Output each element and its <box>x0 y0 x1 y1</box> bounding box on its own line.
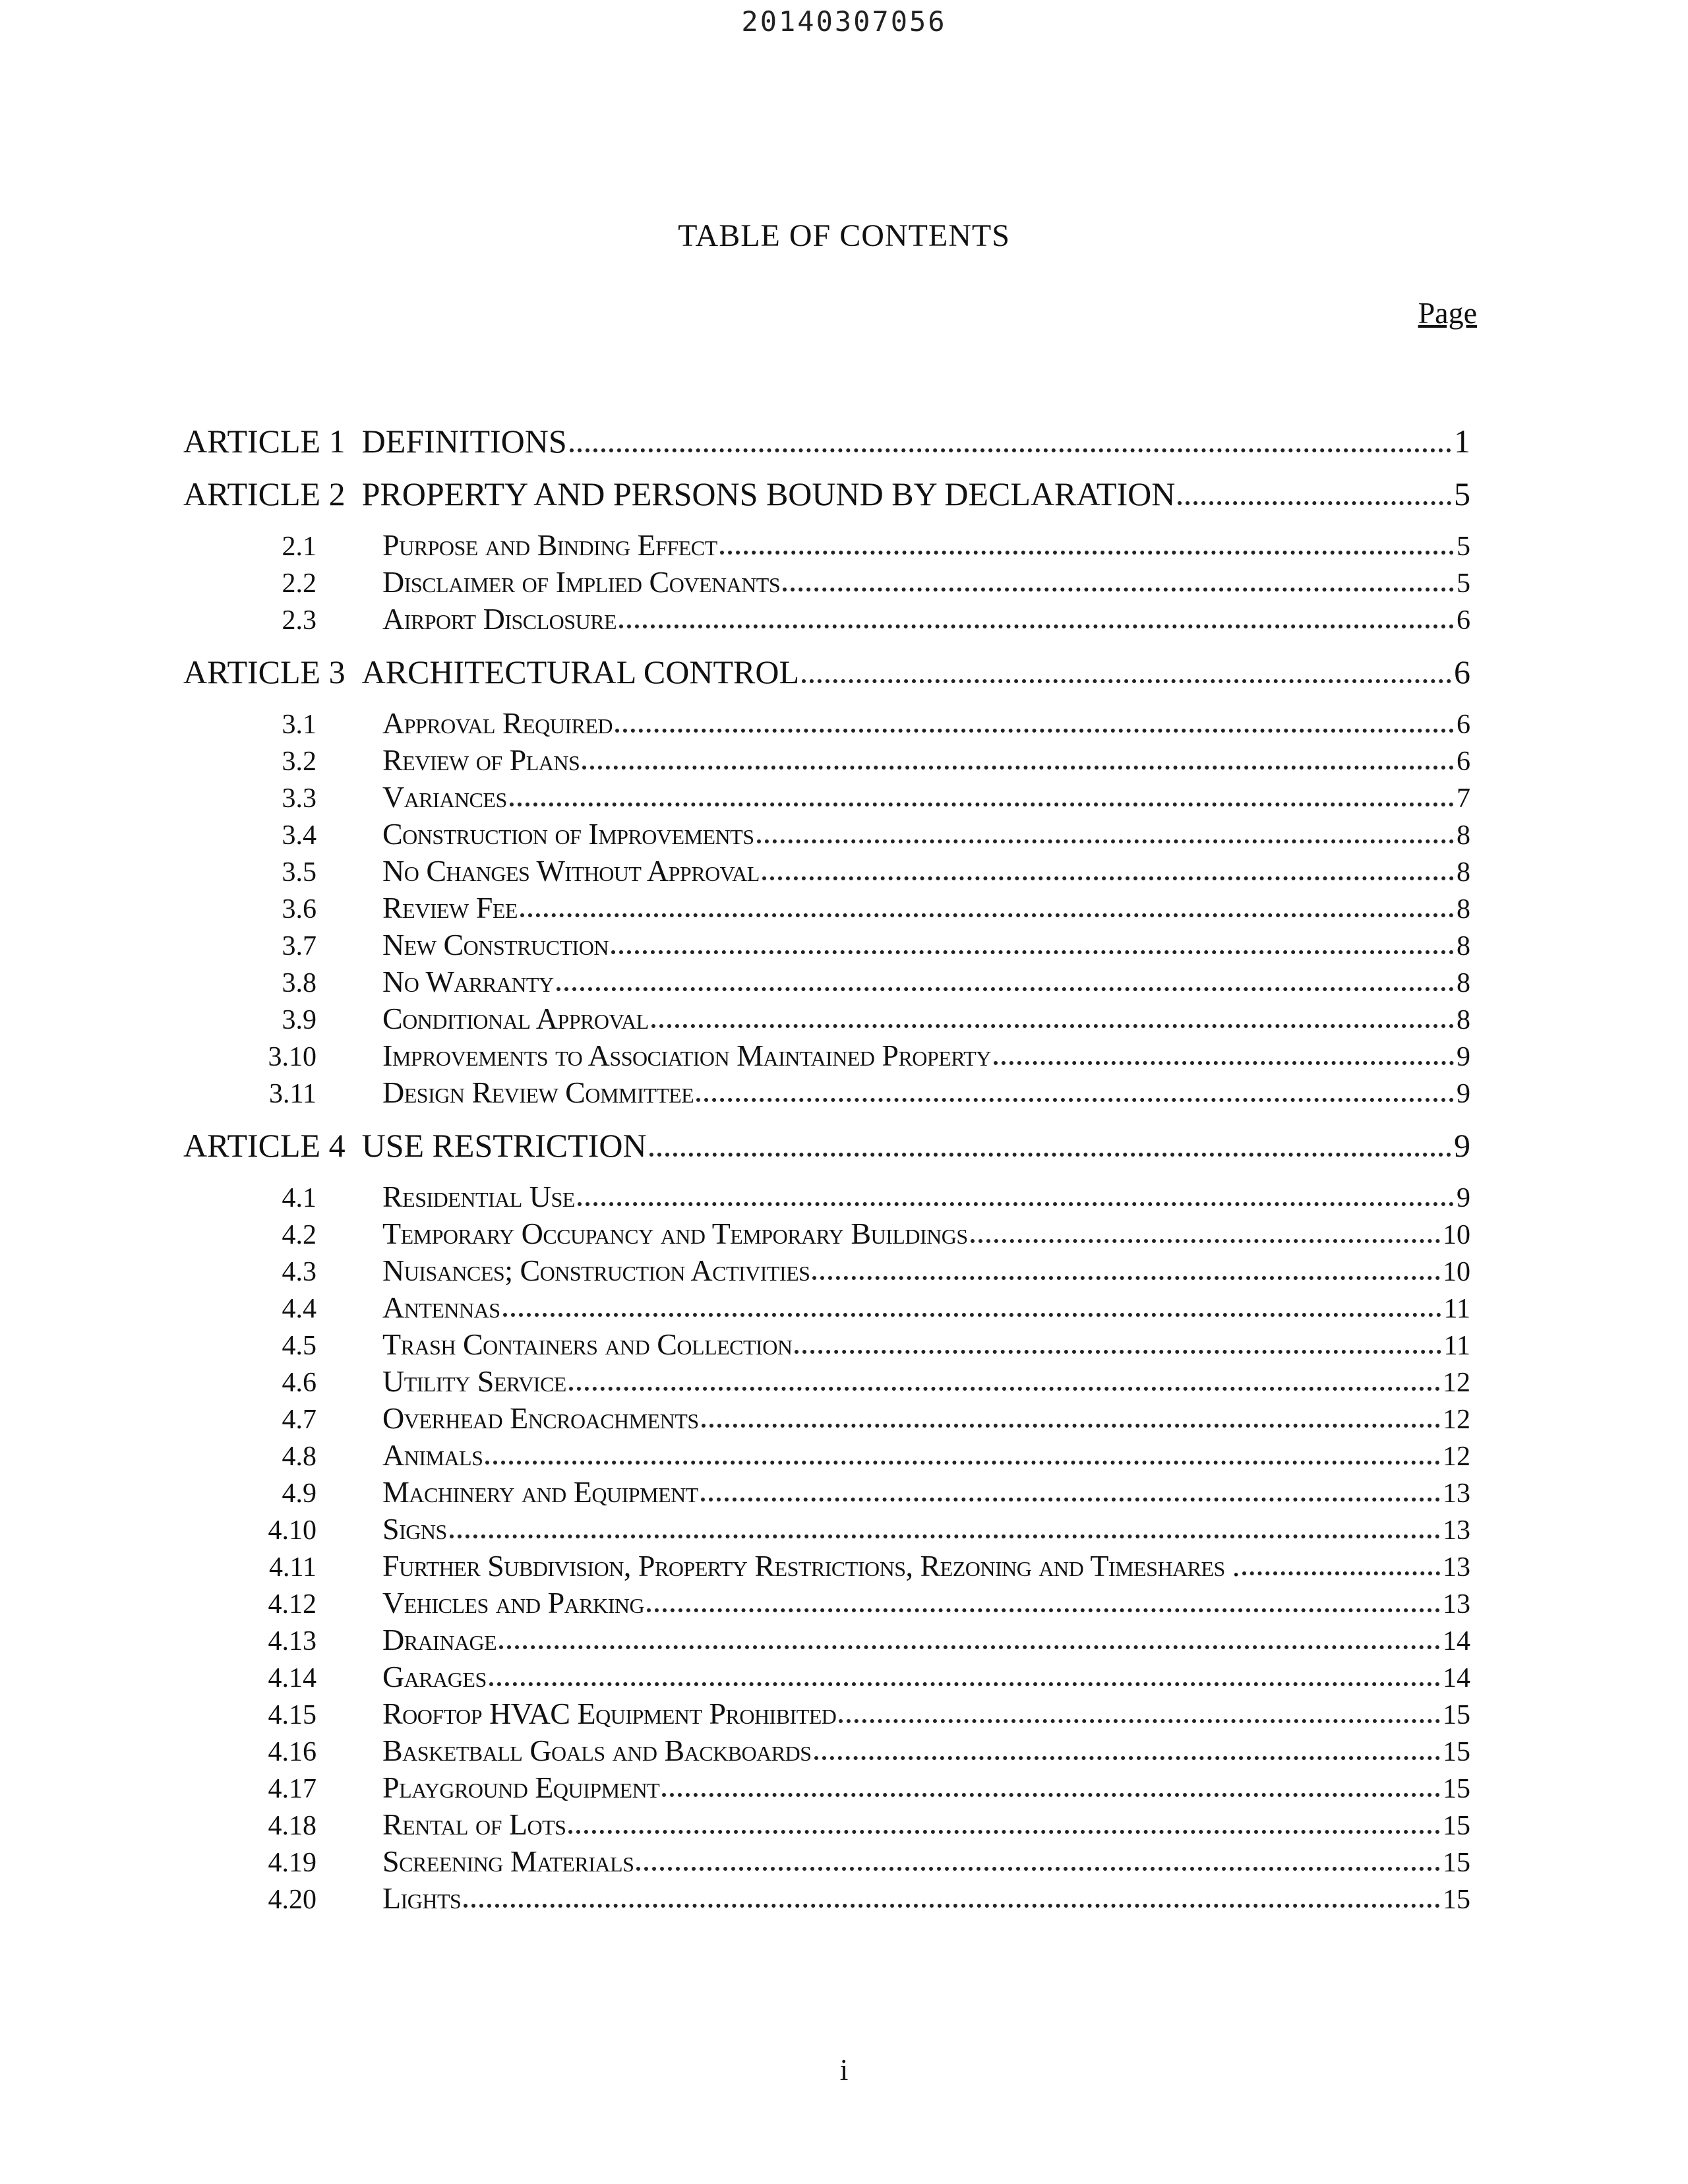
toc-entry-number: 4.17 <box>268 1774 316 1804</box>
dot-leader <box>568 1830 1440 1834</box>
toc-entry-page: 1 <box>1454 423 1470 460</box>
dot-leader <box>701 1498 1440 1502</box>
toc-section-row <box>218 1253 1470 1288</box>
toc-entry-title: Nuisances; Construction Activities <box>382 1254 810 1287</box>
dot-leader <box>696 1098 1454 1102</box>
toc-entry-number: 4.10 <box>268 1515 316 1546</box>
dot-leader <box>812 1276 1440 1280</box>
toc-section-row <box>218 1474 1470 1509</box>
toc-article-row <box>183 422 1470 460</box>
toc-entry-title: No Warranty <box>382 965 554 998</box>
toc-entry-number: 3.4 <box>282 820 316 851</box>
toc-entry-title: Screening Materials <box>382 1844 634 1878</box>
toc-section-row <box>218 564 1470 599</box>
toc-entry-page: 6 <box>1457 605 1470 636</box>
toc-section-row <box>218 706 1470 741</box>
toc-section-row <box>218 890 1470 925</box>
dot-leader <box>615 729 1454 733</box>
toc-entry-number: 2.2 <box>282 568 316 599</box>
toc-entry-page: 9 <box>1454 1127 1470 1164</box>
toc-entry-title: Signs <box>382 1512 447 1546</box>
toc-entry-page: 9 <box>1457 1042 1470 1072</box>
toc-section-row <box>218 1511 1470 1546</box>
toc-entry-number: 4.7 <box>282 1405 316 1435</box>
toc-entry-page: 9 <box>1457 1079 1470 1109</box>
toc-entry-page: 14 <box>1443 1663 1470 1693</box>
toc-entry-title: Machinery and Equipment <box>382 1475 698 1509</box>
toc-entry-page: 13 <box>1443 1552 1470 1583</box>
toc-entry-number: 4.5 <box>282 1331 316 1361</box>
dot-leader <box>795 1350 1441 1354</box>
toc-entry-title: Basketball Goals and Backboards <box>382 1734 812 1767</box>
toc-entry-page: 15 <box>1443 1885 1470 1915</box>
toc-entry-title: Review Fee <box>382 891 518 925</box>
toc-entry-number: 4.4 <box>282 1294 316 1324</box>
toc-entry-title: Variances <box>382 780 507 814</box>
toc-entry-page: 15 <box>1443 1848 1470 1878</box>
toc-section-row <box>218 1696 1470 1731</box>
toc-entry-page: 13 <box>1443 1589 1470 1620</box>
toc-section-row <box>218 1327 1470 1362</box>
dot-leader <box>569 1387 1440 1391</box>
toc-entry-number: 4.11 <box>269 1552 316 1583</box>
toc-section-row <box>218 1364 1470 1399</box>
toc-entry-title: Airport Disclosure <box>382 602 617 636</box>
toc-entry-number: 4.20 <box>268 1885 316 1915</box>
toc-entry-title: ARCHITECTURAL CONTROL <box>361 653 799 690</box>
toc-entry-page: 5 <box>1454 475 1470 512</box>
toc-entry-number: 3.11 <box>269 1079 316 1109</box>
toc-entry-number: ARTICLE 3 <box>183 653 346 690</box>
toc-section-row <box>218 1038 1470 1073</box>
toc-entry-number: 4.16 <box>268 1737 316 1767</box>
toc-entry-title: Antennas <box>382 1290 500 1324</box>
dot-leader <box>814 1756 1440 1760</box>
toc-entry-number: 3.9 <box>282 1005 316 1035</box>
dot-leader <box>450 1534 1440 1538</box>
toc-entry-title: Improvements to Association Maintained Property <box>382 1039 991 1072</box>
dot-leader <box>485 1461 1440 1465</box>
toc-section-row <box>218 1548 1470 1583</box>
toc-entry-title: Further Subdivision, Property Restrictions, Rezoning and Timeshares . <box>382 1549 1240 1583</box>
toc-entry-title: Purpose and Binding Effect <box>382 528 717 562</box>
toc-entry-title: Vehicles and Parking <box>382 1586 645 1620</box>
toc-entry-title: No Changes Without Approval <box>382 854 760 888</box>
toc-section-row <box>218 1659 1470 1694</box>
dot-leader <box>762 876 1454 880</box>
dot-leader <box>503 1313 1441 1317</box>
toc-entry-number: 3.7 <box>282 931 316 961</box>
toc-entry-page: 8 <box>1457 1005 1470 1035</box>
toc-entry-title: Animals <box>382 1438 483 1472</box>
toc-entry-title: Construction of Improvements <box>382 817 754 851</box>
toc-entry-number: 3.8 <box>282 968 316 998</box>
toc-section-row <box>218 1622 1470 1657</box>
toc-entry-title: Review of Plans <box>382 743 580 777</box>
toc-entry-title: New Construction <box>382 928 609 961</box>
toc-section-row <box>218 1585 1470 1620</box>
toc-entry-page: 10 <box>1443 1257 1470 1287</box>
toc-entry-number: ARTICLE 2 <box>183 475 346 512</box>
toc-entry-number: 4.2 <box>282 1220 316 1250</box>
dot-leader <box>971 1239 1440 1243</box>
dot-leader <box>783 588 1454 592</box>
toc-entry-number: 2.1 <box>282 531 316 562</box>
toc-entry-number: 4.3 <box>282 1257 316 1287</box>
dot-leader <box>757 839 1455 843</box>
toc-section-row <box>218 743 1470 777</box>
dot-leader <box>720 551 1454 555</box>
toc-section-row <box>218 1290 1470 1325</box>
toc-entry-page: 14 <box>1443 1626 1470 1656</box>
toc-entry-title: Residential Use <box>382 1180 575 1213</box>
toc-entry-page: 15 <box>1443 1700 1470 1730</box>
toc-section-row <box>218 601 1470 636</box>
toc-entry-number: ARTICLE 1 <box>183 423 346 460</box>
toc-entry-number: 3.5 <box>282 857 316 888</box>
dot-leader <box>702 1424 1440 1428</box>
toc-section-row <box>218 779 1470 814</box>
toc-article-row <box>183 1126 1470 1165</box>
toc-section-row <box>218 1179 1470 1214</box>
dot-leader <box>649 1153 1451 1157</box>
toc-entry-number: 4.6 <box>282 1368 316 1398</box>
toc-entry-page: 12 <box>1443 1368 1470 1398</box>
toc-entry-page: 8 <box>1457 820 1470 851</box>
toc-entry-number: 4.18 <box>268 1811 316 1841</box>
toc-entry-title: Lights <box>382 1881 462 1915</box>
toc-entry-title: Overhead Encroachments <box>382 1401 699 1435</box>
toc-entry-number: 4.1 <box>282 1183 316 1213</box>
toc-entry-title: Drainage <box>382 1623 497 1656</box>
toc-entry-page: 15 <box>1443 1774 1470 1804</box>
toc-section-row <box>218 1075 1470 1110</box>
toc-title: TABLE OF CONTENTS <box>678 218 1010 253</box>
toc-entry-title: Rooftop HVAC Equipment Prohibited <box>382 1697 837 1730</box>
toc-entry-page: 5 <box>1457 531 1470 562</box>
toc-entry-number: 3.1 <box>282 710 316 740</box>
toc-entry-page: 6 <box>1454 653 1470 690</box>
toc-section-row <box>218 964 1470 999</box>
dot-leader <box>619 624 1454 628</box>
toc-entry-page: 8 <box>1457 968 1470 998</box>
toc-entry-title: PROPERTY AND PERSONS BOUND BY DECLARATION <box>361 475 1176 512</box>
toc-section-row <box>218 853 1470 888</box>
toc-section-row <box>218 1807 1470 1842</box>
toc-entry-title: Rental of Lots <box>382 1807 566 1841</box>
dot-leader <box>510 803 1454 806</box>
toc-entry-page: 8 <box>1457 894 1470 925</box>
toc-section-row <box>218 1881 1470 1916</box>
toc-entry-number: 4.9 <box>282 1478 316 1509</box>
toc-entry-title: Design Review Committee <box>382 1076 694 1109</box>
dot-leader <box>651 1024 1454 1028</box>
toc-entry-page: 11 <box>1443 1294 1470 1324</box>
toc-section-row <box>218 927 1470 962</box>
toc-section-row <box>218 1216 1470 1251</box>
toc-entry-number: 4.13 <box>268 1626 316 1656</box>
toc-entry-number: 4.19 <box>268 1848 316 1878</box>
dot-leader <box>839 1719 1440 1723</box>
dot-leader <box>489 1682 1440 1686</box>
toc-entry-number: 3.2 <box>282 746 316 777</box>
footer-page-number: i <box>839 2053 849 2086</box>
toc-entry-title: DEFINITIONS <box>361 423 567 460</box>
dot-leader <box>802 679 1451 683</box>
toc-entry-page: 8 <box>1457 857 1470 888</box>
toc-entry-page: 8 <box>1457 931 1470 961</box>
toc-entry-number: 4.15 <box>268 1700 316 1730</box>
toc-entry-number: 4.14 <box>268 1663 316 1693</box>
toc-section-row <box>218 528 1470 562</box>
toc-entry-page: 12 <box>1443 1405 1470 1435</box>
dot-leader <box>611 950 1454 954</box>
toc-entry-page: 6 <box>1457 710 1470 740</box>
dot-leader <box>557 987 1454 991</box>
dot-leader <box>636 1867 1440 1871</box>
toc-section-row <box>218 816 1470 851</box>
dot-leader <box>570 448 1451 452</box>
toc-entry-page: 13 <box>1443 1515 1470 1546</box>
toc-entry-page: 11 <box>1443 1331 1470 1361</box>
document-id: 20140307056 <box>741 5 947 38</box>
dot-leader <box>578 1202 1454 1206</box>
toc-entry-page: 13 <box>1443 1478 1470 1509</box>
toc-entry-page: 5 <box>1457 568 1470 599</box>
toc-entry-number: 3.10 <box>268 1042 316 1072</box>
dot-leader <box>582 766 1454 770</box>
toc-entry-title: Trash Containers and Collection <box>382 1327 793 1361</box>
dot-leader <box>1242 1571 1440 1575</box>
toc-entry-page: 9 <box>1457 1183 1470 1213</box>
page-column-label: Page <box>1418 296 1477 330</box>
toc-section-row <box>218 1733 1470 1768</box>
toc-entry-page: 15 <box>1443 1811 1470 1841</box>
toc-entry-title: Conditional Approval <box>382 1002 649 1035</box>
dot-leader <box>499 1645 1440 1649</box>
toc-entry-number: 4.12 <box>268 1589 316 1620</box>
toc-section-row <box>218 1401 1470 1436</box>
toc-section-row <box>218 1844 1470 1879</box>
toc-entry-page: 6 <box>1457 746 1470 777</box>
toc-entry-number: 4.8 <box>282 1441 316 1472</box>
dot-leader <box>994 1061 1454 1065</box>
toc-entry-title: Disclaimer of Implied Covenants <box>382 565 781 599</box>
toc-entry-number: 3.3 <box>282 783 316 814</box>
toc-article-row <box>183 475 1470 513</box>
toc-entry-page: 7 <box>1457 783 1470 814</box>
toc-entry-title: Playground Equipment <box>382 1771 660 1804</box>
dot-leader <box>464 1904 1440 1908</box>
dot-leader <box>520 913 1454 917</box>
toc-section-row <box>218 1001 1470 1036</box>
toc-entry-title: Garages <box>382 1660 487 1693</box>
toc-entry-title: Utility Service <box>382 1364 566 1398</box>
dot-leader <box>647 1608 1440 1612</box>
toc-entry-number: ARTICLE 4 <box>183 1127 346 1164</box>
dot-leader <box>662 1793 1440 1797</box>
toc-entry-number: 2.3 <box>282 605 316 636</box>
toc-entry-title: Approval Required <box>382 706 613 740</box>
toc-entry-number: 3.6 <box>282 894 316 925</box>
toc-entry-title: USE RESTRICTION <box>361 1127 647 1164</box>
toc-entry-page: 12 <box>1443 1441 1470 1472</box>
toc-entry-page: 15 <box>1443 1737 1470 1767</box>
toc-entry-title: Temporary Occupancy and Temporary Buildings <box>382 1217 968 1250</box>
toc-entry-page: 10 <box>1443 1220 1470 1250</box>
toc-section-row <box>218 1770 1470 1805</box>
toc-article-row <box>183 653 1470 691</box>
dot-leader <box>1178 501 1451 505</box>
toc-section-row <box>218 1438 1470 1472</box>
